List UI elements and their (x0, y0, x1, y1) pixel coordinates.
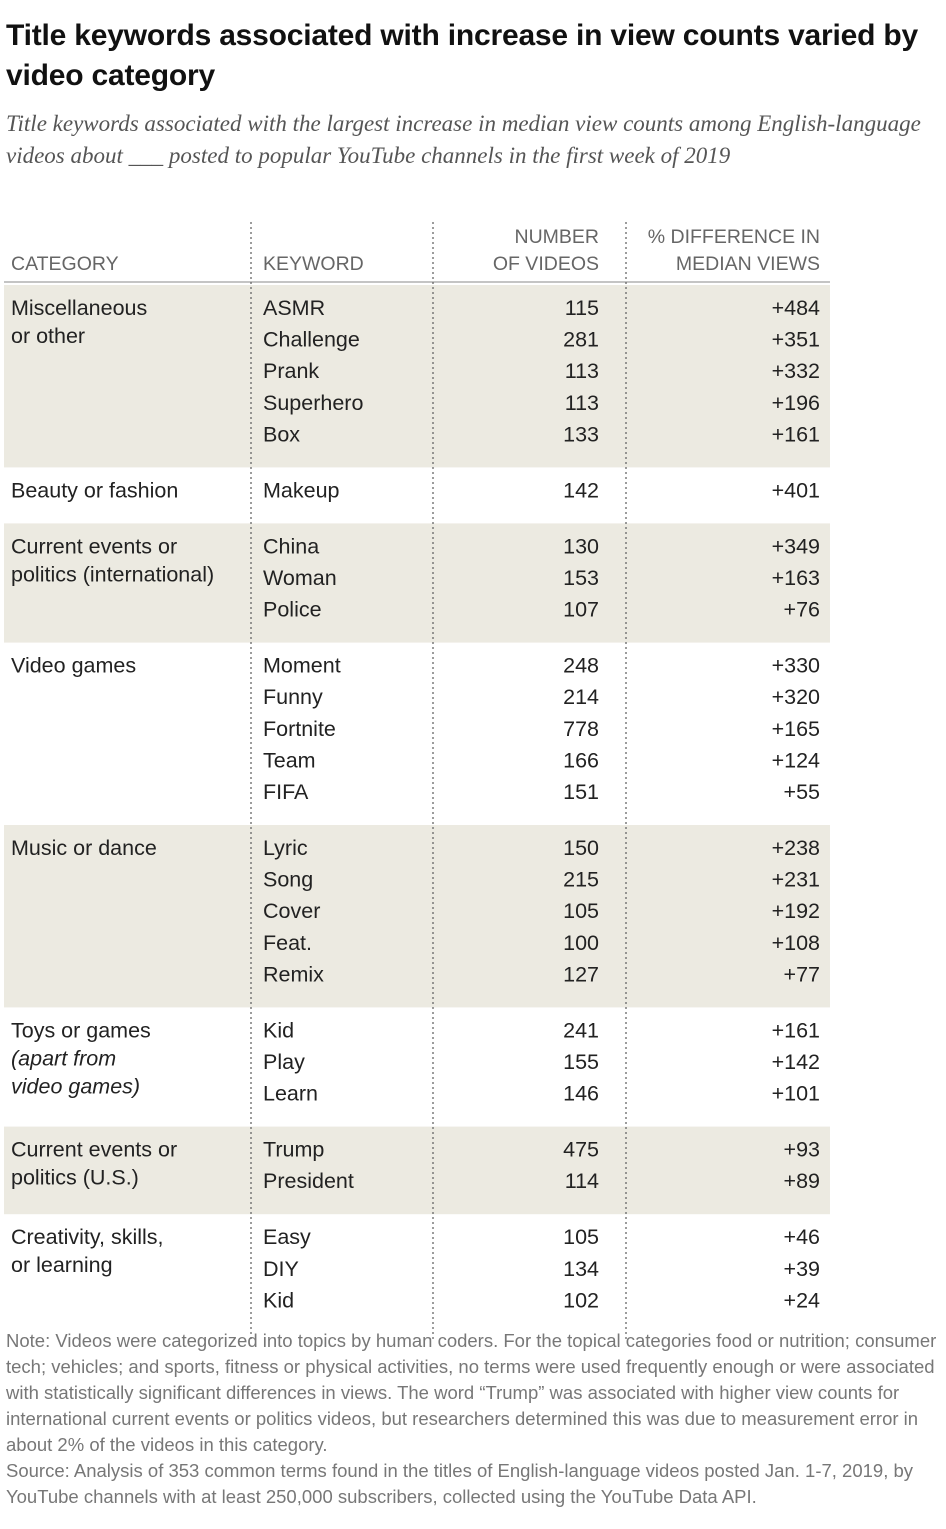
pct-difference-cell: +24 (783, 1288, 820, 1313)
number-of-videos-cell: 155 (563, 1050, 599, 1074)
pct-difference-cell: +349 (771, 534, 820, 559)
keyword-cell: Feat. (263, 930, 312, 955)
header-pct-difference: % DIFFERENCE IN (647, 226, 820, 248)
pct-difference-cell: +161 (771, 422, 820, 447)
keyword-cell: Challenge (263, 327, 360, 352)
number-of-videos-cell: 151 (563, 780, 599, 804)
number-of-videos-cell: 107 (563, 597, 599, 622)
keyword-cell: Makeup (263, 478, 340, 503)
number-of-videos-cell: 105 (563, 1225, 599, 1250)
category-label: Music or dance (11, 836, 157, 860)
header-pct-difference: MEDIAN VIEWS (675, 253, 820, 275)
number-of-videos-cell: 146 (563, 1081, 599, 1106)
pct-difference-cell: +192 (771, 899, 820, 924)
number-of-videos-cell: 114 (564, 1169, 599, 1194)
keyword-cell: Trump (263, 1137, 325, 1162)
number-of-videos-cell: 113 (564, 359, 599, 384)
keyword-cell: Box (263, 422, 301, 447)
header-number-of-videos: OF VIDEOS (492, 253, 599, 275)
number-of-videos-cell: 102 (563, 1288, 599, 1313)
pct-difference-cell: +401 (771, 478, 820, 503)
chart-subtitle: Title keywords associated with the largest increase in median view counts among English-language videos about ___ posted to popular YouTube channels in the first week of 2019 (6, 111, 921, 168)
keyword-cell: DIY (263, 1256, 299, 1281)
pct-difference-cell: +196 (771, 390, 820, 415)
keyword-cell: President (263, 1169, 354, 1194)
number-of-videos-cell: 150 (563, 836, 599, 860)
keyword-cell: Superhero (263, 390, 364, 415)
number-of-videos-cell: 281 (563, 327, 599, 352)
number-of-videos-cell: 130 (563, 534, 599, 559)
table-header (4, 226, 830, 282)
pct-difference-cell: +238 (771, 836, 820, 860)
pct-difference-cell: +330 (771, 653, 820, 678)
pct-difference-cell: +101 (771, 1081, 820, 1106)
keyword-cell: Woman (263, 566, 337, 590)
keyword-cell: Prank (263, 359, 320, 384)
category-label: Current events or (11, 534, 178, 559)
keyword-cell: Song (263, 867, 314, 892)
pct-difference-cell: +55 (783, 780, 820, 804)
keyword-cell: Remix (263, 962, 324, 987)
pct-difference-cell: +76 (783, 597, 820, 622)
pct-difference-cell: +124 (771, 748, 820, 773)
number-of-videos-cell: 153 (563, 566, 599, 590)
keyword-cell: Play (263, 1050, 305, 1074)
pct-difference-cell: +142 (771, 1050, 820, 1074)
header-category: CATEGORY (11, 253, 119, 275)
number-of-videos-cell: 166 (563, 748, 599, 773)
number-of-videos-cell: 142 (563, 478, 599, 503)
number-of-videos-cell: 134 (563, 1256, 599, 1281)
source-text: Source: Analysis of 353 common terms found in the titles of English-language videos posted Jan. 1-7, 2019, by YouTube channels with at least 250,000 subscribers, collected using the YouTube Data API. (6, 1460, 914, 1507)
number-of-videos-cell: 475 (563, 1137, 599, 1162)
category-label: Creativity, skills, (11, 1225, 164, 1250)
number-of-videos-cell: 241 (563, 1018, 599, 1043)
pct-difference-cell: +320 (771, 685, 820, 710)
keyword-cell: FIFA (263, 780, 309, 804)
pct-difference-cell: +93 (783, 1137, 820, 1162)
keyword-cell: ASMR (263, 296, 326, 320)
category-label: Beauty or fashion (11, 478, 179, 503)
pct-difference-cell: +89 (783, 1169, 820, 1194)
pct-difference-cell: +165 (771, 716, 820, 741)
category-label: (apart from (11, 1046, 117, 1071)
keyword-cell: Kid (263, 1018, 295, 1043)
keyword-cell: Easy (263, 1225, 311, 1250)
keyword-cell: China (263, 534, 320, 559)
number-of-videos-cell: 215 (563, 867, 599, 892)
number-of-videos-cell: 214 (563, 685, 599, 710)
pct-difference-cell: +161 (771, 1018, 820, 1043)
header-keyword: KEYWORD (263, 253, 364, 275)
category-label: or learning (11, 1253, 113, 1278)
keyword-cell: Funny (263, 685, 323, 710)
number-of-videos-cell: 100 (563, 930, 599, 955)
category-label: or other (11, 324, 86, 348)
number-of-videos-cell: 248 (563, 653, 599, 678)
number-of-videos-cell: 113 (564, 390, 599, 415)
keyword-cell: Lyric (263, 836, 308, 860)
keyword-cell: Fortnite (263, 716, 336, 741)
pct-difference-cell: +351 (771, 327, 820, 352)
pct-difference-cell: +77 (783, 962, 820, 987)
pct-difference-cell: +46 (783, 1225, 820, 1250)
pct-difference-cell: +484 (771, 296, 820, 320)
keyword-cell: Team (263, 748, 316, 773)
number-of-videos-cell: 778 (563, 716, 599, 741)
pct-difference-cell: +231 (771, 867, 820, 892)
category-label: politics (U.S.) (11, 1165, 139, 1190)
chart-title: Title keywords associated with increase in view counts varied by video category (6, 19, 918, 92)
pct-difference-cell: +163 (771, 566, 820, 590)
category-label: Miscellaneous (11, 296, 148, 320)
category-label: Video games (11, 653, 137, 678)
keyword-cell: Police (263, 597, 322, 622)
category-label: Current events or (11, 1137, 178, 1162)
category-label: Toys or games (11, 1018, 151, 1043)
keyword-cell: Cover (263, 899, 321, 924)
keyword-cell: Kid (263, 1288, 295, 1313)
notes-block (6, 1328, 941, 1510)
keyword-cell: Learn (263, 1081, 318, 1106)
header-number-of-videos: NUMBER (514, 226, 599, 248)
note-text: Note: Videos were categorized into topics by human coders. For the topical categories food or nutrition; consumer tech; vehicles; and sports, fitness or physical activities, no terms were used frequently enough or were associated with statistically significant differences in views. The word “Trump” was associated with higher view counts for international current events or politics videos, but researchers determined this was due to measurement error in about 2% of the videos in this category. (6, 1330, 937, 1455)
category-label: video games) (11, 1074, 141, 1099)
keyword-cell: Moment (263, 653, 341, 678)
number-of-videos-cell: 105 (563, 899, 599, 924)
number-of-videos-cell: 133 (563, 422, 599, 447)
pct-difference-cell: +108 (771, 930, 820, 955)
number-of-videos-cell: 115 (564, 296, 599, 320)
number-of-videos-cell: 127 (563, 962, 599, 987)
pct-difference-cell: +332 (771, 359, 820, 384)
pct-difference-cell: +39 (783, 1256, 820, 1281)
category-label: politics (international) (11, 562, 215, 587)
